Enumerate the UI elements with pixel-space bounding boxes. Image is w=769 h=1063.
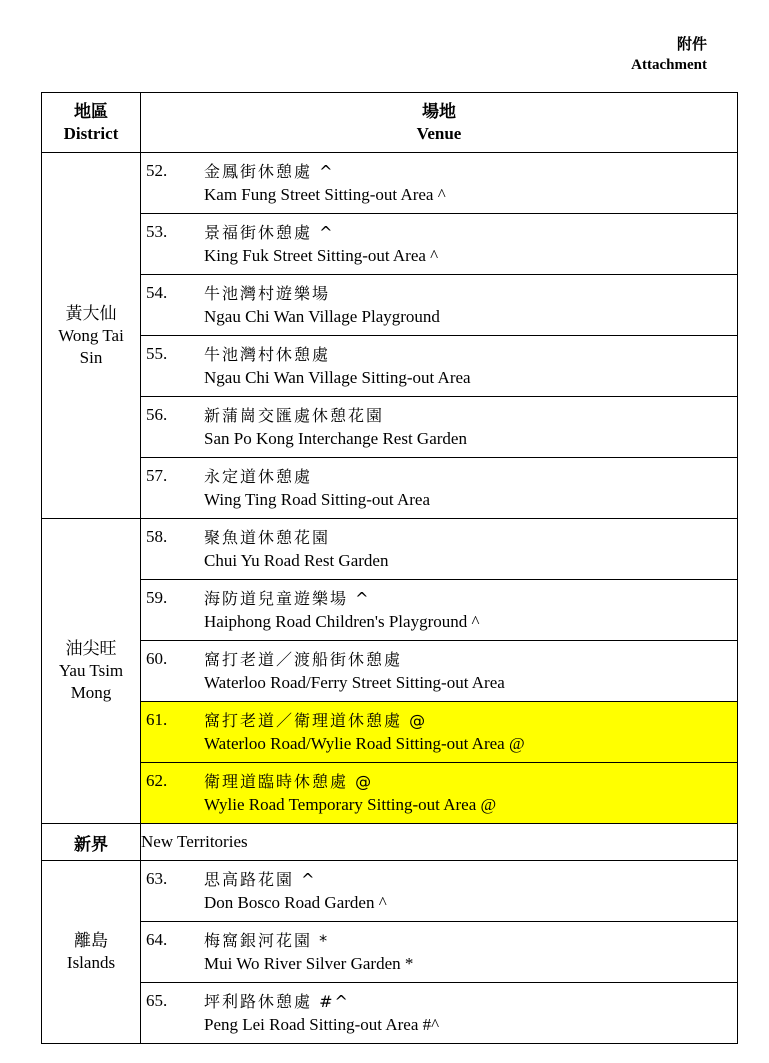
venue-name-en: Chui Yu Road Rest Garden (204, 551, 389, 570)
venue-name-zh: 金鳳街休憩處 ^ (204, 162, 335, 181)
table-row (42, 397, 738, 458)
venue-cell (141, 861, 738, 922)
table-row-highlighted (42, 702, 738, 763)
venue-number: 59. (146, 588, 168, 607)
venue-number: 63. (146, 869, 168, 888)
table-header-row (42, 93, 738, 153)
venue-number: 54. (146, 283, 168, 302)
district-cell-wong-tai-sin: 黃大仙 Wong Tai Sin (42, 153, 141, 519)
venue-name-zh: 梅窩銀河花園 * (204, 931, 330, 950)
venue-number: 60. (146, 649, 168, 668)
venue-name-zh: 牛池灣村遊樂場 (204, 284, 331, 303)
table-row (42, 519, 738, 580)
venue-name-zh: 永定道休憩處 (204, 467, 313, 486)
district-cell-yau-tsim-mong: 油尖旺 Yau Tsim Mong (42, 519, 141, 824)
venue-name-en: Ngau Chi Wan Village Playground (204, 307, 440, 326)
venue-name-en: Don Bosco Road Garden ^ (204, 893, 387, 912)
region-label-en: New Territories (141, 824, 738, 861)
venue-cell (141, 519, 738, 580)
venue-cell (141, 153, 738, 214)
venue-name-en: Mui Wo River Silver Garden * (204, 954, 414, 973)
table-row (42, 214, 738, 275)
table-row (42, 458, 738, 519)
venue-name-en: Waterloo Road/Wylie Road Sitting-out Area @ (204, 734, 525, 753)
venue-cell (141, 763, 738, 824)
table-row (42, 153, 738, 214)
table-row (42, 983, 738, 1044)
venue-name-zh: 窩打老道／衛理道休憩處 @ (204, 711, 428, 730)
venue-number: 61. (146, 710, 168, 729)
venue-name-en: Peng Lei Road Sitting-out Area #^ (204, 1015, 440, 1034)
table-row (42, 861, 738, 922)
venue-cell (141, 458, 738, 519)
attachment-label-zh: 附件 (676, 37, 707, 53)
venue-cell (141, 397, 738, 458)
venue-header: 場地 Venue (141, 93, 738, 153)
venue-cell (141, 214, 738, 275)
region-row (42, 824, 738, 861)
table-row (42, 580, 738, 641)
venue-name-zh: 聚魚道休憩花園 (204, 528, 331, 547)
venue-name-zh: 思高路花園 ^ (204, 870, 317, 889)
table-row (42, 275, 738, 336)
region-label-zh: 新界 (42, 824, 141, 861)
table-row (42, 641, 738, 702)
attachment-label (631, 35, 707, 75)
venue-number: 57. (146, 466, 168, 485)
venue-name-zh: 窩打老道／渡船街休憩處 (204, 650, 403, 669)
venue-table (41, 92, 738, 1044)
venue-name-en: Wing Ting Road Sitting-out Area (204, 490, 430, 509)
venue-cell (141, 641, 738, 702)
table-row (42, 922, 738, 983)
venue-name-en: Wylie Road Temporary Sitting-out Area @ (204, 795, 497, 814)
venue-name-en: San Po Kong Interchange Rest Garden (204, 429, 467, 448)
venue-cell (141, 336, 738, 397)
venue-number: 55. (146, 344, 168, 363)
venue-name-zh: 景福街休憩處 ^ (204, 223, 335, 242)
venue-name-en: Kam Fung Street Sitting-out Area ^ (204, 185, 446, 204)
venue-name-en: Haiphong Road Children's Playground ^ (204, 612, 480, 631)
venue-cell (141, 702, 738, 763)
district-cell-islands: 離島 Islands (42, 861, 141, 1044)
venue-number: 52. (146, 161, 168, 180)
venue-cell (141, 275, 738, 336)
venue-number: 62. (146, 771, 168, 790)
venue-name-zh: 新蒲崗交匯處休憩花園 (204, 406, 385, 425)
venue-number: 53. (146, 222, 168, 241)
venue-name-zh: 海防道兒童遊樂場 ^ (204, 589, 371, 608)
venue-number: 58. (146, 527, 168, 546)
table-row (42, 336, 738, 397)
venue-name-en: King Fuk Street Sitting-out Area ^ (204, 246, 439, 265)
venue-name-zh: 坪利路休憩處 #^ (204, 992, 350, 1011)
venue-cell (141, 983, 738, 1044)
table-row-highlighted (42, 763, 738, 824)
venue-number: 56. (146, 405, 168, 424)
venue-name-en: Waterloo Road/Ferry Street Sitting-out Area (204, 673, 505, 692)
venue-cell (141, 580, 738, 641)
district-header: 地區 District (42, 93, 141, 153)
venue-name-zh: 衛理道臨時休憩處 @ (204, 772, 374, 791)
venue-number: 65. (146, 991, 168, 1010)
venue-name-en: Ngau Chi Wan Village Sitting-out Area (204, 368, 471, 387)
venue-cell (141, 922, 738, 983)
venue-number: 64. (146, 930, 168, 949)
venue-name-zh: 牛池灣村休憩處 (204, 345, 331, 364)
attachment-label-en: Attachment (631, 57, 707, 73)
